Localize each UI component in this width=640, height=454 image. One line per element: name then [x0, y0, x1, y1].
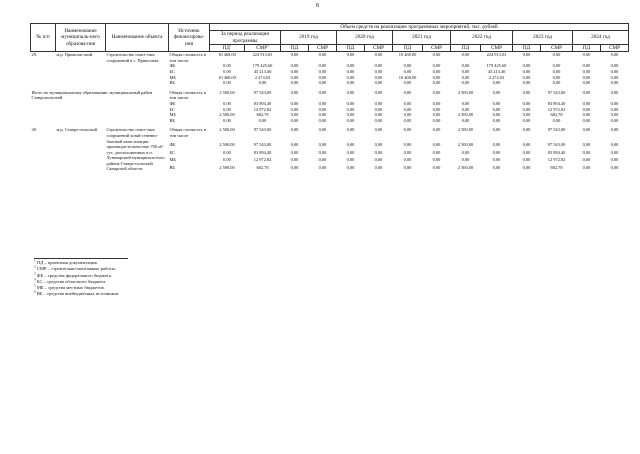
amount-cell: 43 213,40: [487, 68, 506, 74]
amount-cell: 12 972,82: [253, 157, 272, 163]
amount-cell: 2 500,00: [219, 112, 235, 118]
amount-cell: 2 500,00: [219, 89, 235, 95]
amount-cell: 0,00: [403, 149, 412, 155]
amount-cell: 0,00: [374, 80, 383, 86]
amount-cell: 0,00: [223, 100, 231, 106]
amount-cell: 0,00: [582, 52, 591, 58]
amount-cell: 12 972,82: [547, 157, 566, 163]
amount-cell: 97 543,00: [547, 142, 566, 148]
amount-cell: 0,00: [552, 63, 561, 69]
smr-header: СМР: [365, 44, 393, 51]
amount-cell: 0,00: [432, 142, 441, 148]
amount-cell: 0,00: [610, 164, 619, 170]
amount-cell: 0,00: [492, 80, 501, 86]
amount-cell: 0,00: [223, 68, 231, 74]
amount-cell: 0,00: [374, 157, 383, 163]
amount-cell: 0,00: [223, 80, 231, 86]
amount-cell: 10 468,00: [398, 52, 417, 58]
amount-cell: 224 913,03: [252, 52, 273, 58]
amount-cell: 0,00: [346, 112, 355, 118]
amount-cell: 0,00: [610, 127, 619, 133]
amount-cell: 0,00: [610, 89, 619, 95]
amount-cell: 0,00: [582, 149, 591, 155]
amount-cell: 83 894,40: [253, 149, 272, 155]
amount-cell: 0,00: [432, 80, 441, 86]
amount-cell: 0,00: [582, 112, 591, 118]
amount-cell: 0,00: [223, 117, 231, 123]
amount-cell: 0,00: [403, 80, 412, 86]
amount-cell: 0,00: [346, 100, 355, 106]
amount-cell: 43 213,40: [253, 68, 272, 74]
pd-header: ПД: [573, 44, 601, 51]
amount-cell: 0,00: [290, 127, 299, 133]
amount-cell: 0,00: [492, 100, 501, 106]
amount-cell: 682,78: [550, 164, 563, 170]
amount-cell: 0,00: [346, 52, 355, 58]
amount-cell: 0,00: [403, 63, 412, 69]
amount-cell: 0,00: [290, 89, 299, 95]
amount-cell: 83 894,40: [547, 149, 566, 155]
amount-cell: 97 543,00: [253, 127, 272, 133]
amount-cell: 0,00: [522, 106, 531, 112]
amount-cell: 0,00: [374, 117, 383, 123]
amount-cell: 682,78: [256, 164, 269, 170]
funding-source: МБ: [169, 157, 176, 163]
year-header: 2024 год: [573, 31, 629, 45]
period-header: За период реализации программы: [210, 31, 281, 45]
funding-source: БС: [169, 149, 175, 155]
funding-source: ВБ: [169, 80, 175, 86]
funding-source: Общая стоимость в том числе:: [169, 52, 206, 63]
program-funding-table: [30, 23, 629, 172]
amount-cell: 0,00: [374, 74, 383, 80]
amount-cell: 0,00: [492, 106, 501, 112]
amount-cell: 0,00: [374, 63, 383, 69]
amount-cell: 0,00: [582, 68, 591, 74]
funding-source: Общая стоимость в том числе:: [169, 127, 206, 138]
amount-cell: 0,00: [522, 157, 531, 163]
amount-cell: 0,00: [403, 117, 412, 123]
page-number: 8: [316, 3, 319, 9]
footnote-text: МБ – средства местных бюджетов.: [35, 285, 105, 291]
amount-cell: 0,00: [522, 63, 531, 69]
pd-header: ПД: [337, 44, 365, 51]
amount-cell: 0,00: [432, 52, 441, 58]
amount-cell: 0,00: [403, 142, 412, 148]
amount-cell: 10 468,00: [218, 52, 236, 58]
amount-cell: 0,00: [492, 157, 501, 163]
amount-cell: 0,00: [432, 157, 441, 163]
footnote-divider: [34, 258, 128, 259]
smr-header: СМР$^2$: [245, 44, 281, 51]
amount-cell: 0,00: [522, 164, 531, 170]
footnote-text: ВБ – средства внебюджетных источников.: [35, 291, 120, 297]
funding-source: БС: [169, 68, 175, 74]
object-name: Строительство очист-ных сооружений хозяй-ственно-бытовой кана-лизации производи-тельностью 700 м³/сут., расположенных в п. Луначарский муниципаль-ного района Ставро-польский Самарской области: [106, 127, 165, 172]
smr-header: СМР: [601, 44, 629, 51]
amount-cell: 97 543,00: [253, 89, 272, 95]
footnote-marker: 3: [34, 271, 36, 276]
amount-cell: 0,00: [346, 68, 355, 74]
amount-cell: 0,00: [374, 112, 383, 118]
amount-cell: 0,00: [582, 80, 591, 86]
amount-cell: 0,00: [290, 106, 299, 112]
amount-cell: 2 274,03: [254, 74, 271, 80]
funding-source: ФБ: [169, 100, 176, 106]
amount-cell: 0,00: [403, 112, 412, 118]
amount-cell: 2 274,03: [488, 74, 505, 80]
amount-cell: 0,00: [610, 112, 619, 118]
amount-cell: 0,00: [582, 127, 591, 133]
amount-cell: 0,00: [582, 106, 591, 112]
amount-cell: 0,00: [492, 117, 501, 123]
amount-cell: 0,00: [522, 117, 531, 123]
amount-cell: 0,00: [318, 157, 327, 163]
amount-cell: 0,00: [403, 127, 412, 133]
pd-header: ПД: [513, 44, 541, 51]
amount-cell: 0,00: [610, 157, 619, 163]
col-municipality-header: Наименование муниципаль-ного образова-ния: [56, 24, 106, 52]
amount-cell: 0,00: [492, 142, 501, 148]
amount-cell: 0,00: [346, 80, 355, 86]
amount-cell: 0,00: [290, 52, 299, 58]
amount-cell: 0,00: [290, 164, 299, 170]
amount-cell: 0,00: [432, 63, 441, 69]
amount-cell: 0,00: [318, 164, 327, 170]
amount-cell: 10 468,00: [218, 74, 236, 80]
amount-cell: 0,00: [374, 89, 383, 95]
footnotes: [34, 260, 119, 298]
funding-source: ФБ: [169, 63, 176, 69]
amount-cell: 0,00: [318, 117, 327, 123]
amount-cell: 0,00: [582, 63, 591, 69]
amount-cell: 2 500,00: [219, 127, 235, 133]
amount-cell: 0,00: [258, 117, 267, 123]
amount-cell: 0,00: [374, 100, 383, 106]
amount-cell: 0,00: [461, 117, 470, 123]
amount-cell: 0,00: [346, 63, 355, 69]
table-body: [31, 52, 629, 172]
amount-cell: 0,00: [290, 80, 299, 86]
year-header: 2022 год: [451, 31, 513, 45]
amount-cell: 0,00: [318, 142, 327, 148]
amount-cell: 0,00: [522, 112, 531, 118]
amount-cell: 97 543,00: [253, 142, 272, 148]
amount-cell: 0,00: [374, 164, 383, 170]
amount-cell: 0,00: [374, 127, 383, 133]
funding-source: МБ: [169, 112, 176, 118]
amount-cell: 0,00: [346, 117, 355, 123]
amount-cell: 0,00: [610, 106, 619, 112]
footnote-text: ПД – проектная документация.: [35, 260, 98, 265]
footnote-marker: 6: [34, 289, 36, 294]
amount-cell: 0,00: [522, 100, 531, 106]
amount-cell: 0,00: [432, 164, 441, 170]
footnote-text: БС – средства областного бюджета.: [35, 278, 107, 284]
amount-cell: 0,00: [432, 68, 441, 74]
municipality-name: м.р. Приволж-ский: [56, 52, 93, 58]
amount-cell: 0,00: [582, 142, 591, 148]
amount-cell: 0,00: [552, 117, 561, 123]
amount-cell: 2 500,00: [219, 164, 235, 170]
amount-cell: 0,00: [610, 63, 619, 69]
volume-header: Объем средств на реализацию программных мероприятий, тыс. рублей: [210, 24, 629, 31]
amount-cell: 0,00: [610, 80, 619, 86]
amount-cell: 0,00: [522, 74, 531, 80]
pd-header: ПД: [393, 44, 423, 51]
amount-cell: 0,00: [461, 52, 470, 58]
year-header: 2020 год: [337, 31, 393, 45]
subtotal-label: Итого по муниципальному образованию: муниципальный район Ставропольский: [31, 89, 153, 101]
amount-cell: 0,00: [318, 63, 327, 69]
smr-header: СМР: [481, 44, 513, 51]
year-header: 2021 год: [393, 31, 451, 45]
amount-cell: 0,00: [582, 89, 591, 95]
amount-cell: 0,00: [318, 52, 327, 58]
amount-cell: 0,00: [318, 80, 327, 86]
amount-cell: 2 500,00: [457, 112, 474, 118]
amount-cell: 0,00: [522, 52, 531, 58]
amount-cell: 0,00: [610, 142, 619, 148]
amount-cell: 0,00: [318, 149, 327, 155]
table-row: [31, 127, 629, 142]
table-row: [31, 52, 629, 64]
footnote-marker: 4: [34, 277, 36, 282]
amount-cell: 0,00: [346, 127, 355, 133]
amount-cell: 0,00: [610, 117, 619, 123]
amount-cell: 0,00: [318, 112, 327, 118]
footnote-text: СМР – строительно-монтажные работы.: [35, 266, 116, 272]
amount-cell: 0,00: [432, 106, 441, 112]
amount-cell: 0,00: [552, 68, 561, 74]
amount-cell: 97 543,00: [547, 127, 566, 133]
amount-cell: 10 468,00: [398, 74, 417, 80]
col-num-header: № п/п: [31, 24, 56, 52]
amount-cell: 0,00: [492, 164, 501, 170]
amount-cell: 0,00: [522, 142, 531, 148]
smr-header: СМР: [541, 44, 573, 51]
footnote-text: ФБ – средства федерального бюджета.: [35, 272, 113, 278]
table-row: [31, 90, 629, 101]
object-name: Строительство очист-ных сооружений в с. Приволжье: [106, 52, 159, 63]
amount-cell: 0,00: [318, 74, 327, 80]
amount-cell: 2 500,00: [219, 142, 235, 148]
amount-cell: 0,00: [374, 142, 383, 148]
amount-cell: 0,00: [522, 68, 531, 74]
amount-cell: 0,00: [318, 127, 327, 133]
amount-cell: 0,00: [552, 74, 561, 80]
amount-cell: 2 500,00: [457, 164, 474, 170]
amount-cell: 0,00: [346, 106, 355, 112]
amount-cell: 0,00: [461, 74, 470, 80]
amount-cell: 0,00: [582, 117, 591, 123]
amount-cell: 0,00: [461, 157, 470, 163]
amount-cell: 0,00: [610, 68, 619, 74]
amount-cell: 0,00: [290, 112, 299, 118]
amount-cell: 0,00: [318, 100, 327, 106]
amount-cell: 0,00: [290, 149, 299, 155]
amount-cell: 2 500,00: [457, 89, 474, 95]
amount-cell: 12 972,82: [253, 106, 272, 112]
amount-cell: 0,00: [290, 100, 299, 106]
amount-cell: 0,00: [318, 68, 327, 74]
amount-cell: 0,00: [290, 142, 299, 148]
funding-source: МБ: [169, 74, 176, 80]
row-number: 29.: [31, 52, 37, 58]
amount-cell: 224 913,03: [486, 52, 507, 58]
amount-cell: 0,00: [318, 106, 327, 112]
amount-cell: 0,00: [403, 157, 412, 163]
col-source-header: Источник финансирова-ния: [169, 24, 210, 52]
amount-cell: 0,00: [403, 89, 412, 95]
funding-source: Общая стоимость в том числе:: [169, 89, 206, 101]
amount-cell: 0,00: [522, 127, 531, 133]
amount-cell: 0,00: [403, 68, 412, 74]
amount-cell: 2 500,00: [457, 142, 474, 148]
amount-cell: 0,00: [522, 89, 531, 95]
amount-cell: 0,00: [290, 68, 299, 74]
amount-cell: 0,00: [346, 142, 355, 148]
amount-cell: 0,00: [582, 164, 591, 170]
amount-cell: 0,00: [461, 100, 470, 106]
funding-source: ФБ: [169, 142, 176, 148]
amount-cell: 0,00: [461, 106, 470, 112]
amount-cell: 0,00: [346, 157, 355, 163]
amount-cell: 0,00: [582, 100, 591, 106]
amount-cell: 0,00: [432, 117, 441, 123]
amount-cell: 0,00: [492, 89, 501, 95]
amount-cell: 0,00: [374, 68, 383, 74]
footnote-marker: 2: [34, 264, 36, 269]
amount-cell: 0,00: [223, 157, 231, 163]
amount-cell: 83 894,40: [547, 100, 566, 106]
amount-cell: 12 972,82: [547, 106, 566, 112]
amount-cell: 0,00: [432, 100, 441, 106]
amount-cell: 0,00: [318, 89, 327, 95]
year-header: 2023 год: [513, 31, 573, 45]
amount-cell: 0,00: [432, 112, 441, 118]
amount-cell: 0,00: [432, 74, 441, 80]
amount-cell: 682,78: [550, 112, 563, 118]
amount-cell: 0,00: [492, 127, 501, 133]
amount-cell: 0,00: [346, 149, 355, 155]
amount-cell: 0,00: [223, 63, 231, 69]
col-object-header: Наименование объекта: [106, 24, 169, 52]
amount-cell: 97 543,00: [547, 89, 566, 95]
amount-cell: 0,00: [461, 63, 470, 69]
pd-header: $ПД^1$: [210, 44, 245, 51]
amount-cell: 0,00: [403, 106, 412, 112]
footnote-marker: 1: [34, 258, 36, 263]
amount-cell: 0,00: [492, 112, 501, 118]
amount-cell: 0,00: [223, 149, 231, 155]
amount-cell: 0,00: [552, 52, 561, 58]
amount-cell: 0,00: [492, 149, 501, 155]
year-header: 2019 год: [281, 31, 337, 45]
pd-header: ПД: [451, 44, 481, 51]
amount-cell: 0,00: [346, 74, 355, 80]
municipality-name: м.р. Ставро-польский: [56, 127, 97, 133]
amount-cell: 0,00: [346, 164, 355, 170]
amount-cell: 0,00: [432, 89, 441, 95]
footnote-marker: 5: [34, 283, 36, 288]
amount-cell: 0,00: [290, 157, 299, 163]
amount-cell: 0,00: [461, 68, 470, 74]
amount-cell: 0,00: [374, 52, 383, 58]
amount-cell: 0,00: [374, 106, 383, 112]
amount-cell: 0,00: [258, 80, 267, 86]
amount-cell: 0,00: [610, 100, 619, 106]
amount-cell: 0,00: [432, 149, 441, 155]
amount-cell: 0,00: [522, 80, 531, 86]
table-header: [31, 24, 629, 52]
amount-cell: 179 425,60: [486, 63, 507, 69]
funding-source: ВБ: [169, 117, 175, 123]
amount-cell: 0,00: [582, 74, 591, 80]
amount-cell: 0,00: [582, 157, 591, 163]
amount-cell: 0,00: [403, 164, 412, 170]
amount-cell: 682,78: [256, 112, 269, 118]
amount-cell: 0,00: [346, 89, 355, 95]
funding-source: БС: [169, 106, 175, 112]
amount-cell: 0,00: [290, 63, 299, 69]
amount-cell: 0,00: [610, 52, 619, 58]
footnote: [34, 291, 119, 297]
amount-cell: 0,00: [610, 74, 619, 80]
amount-cell: 0,00: [552, 80, 561, 86]
amount-cell: 0,00: [290, 74, 299, 80]
amount-cell: 0,00: [432, 127, 441, 133]
amount-cell: 0,00: [522, 149, 531, 155]
amount-cell: 2 500,00: [457, 127, 474, 133]
amount-cell: 0,00: [461, 149, 470, 155]
amount-cell: 0,00: [610, 149, 619, 155]
smr-header: СМР: [423, 44, 451, 51]
amount-cell: 0,00: [223, 106, 231, 112]
amount-cell: 0,00: [290, 117, 299, 123]
amount-cell: 83 894,40: [253, 100, 272, 106]
amount-cell: 179 425,60: [252, 63, 273, 69]
funding-source: ВБ: [169, 164, 175, 170]
row-number: 30.: [31, 127, 37, 133]
pd-header: ПД: [281, 44, 309, 51]
amount-cell: 0,00: [461, 80, 470, 86]
amount-cell: 0,00: [403, 100, 412, 106]
smr-header: СМР: [309, 44, 337, 51]
amount-cell: 0,00: [374, 149, 383, 155]
